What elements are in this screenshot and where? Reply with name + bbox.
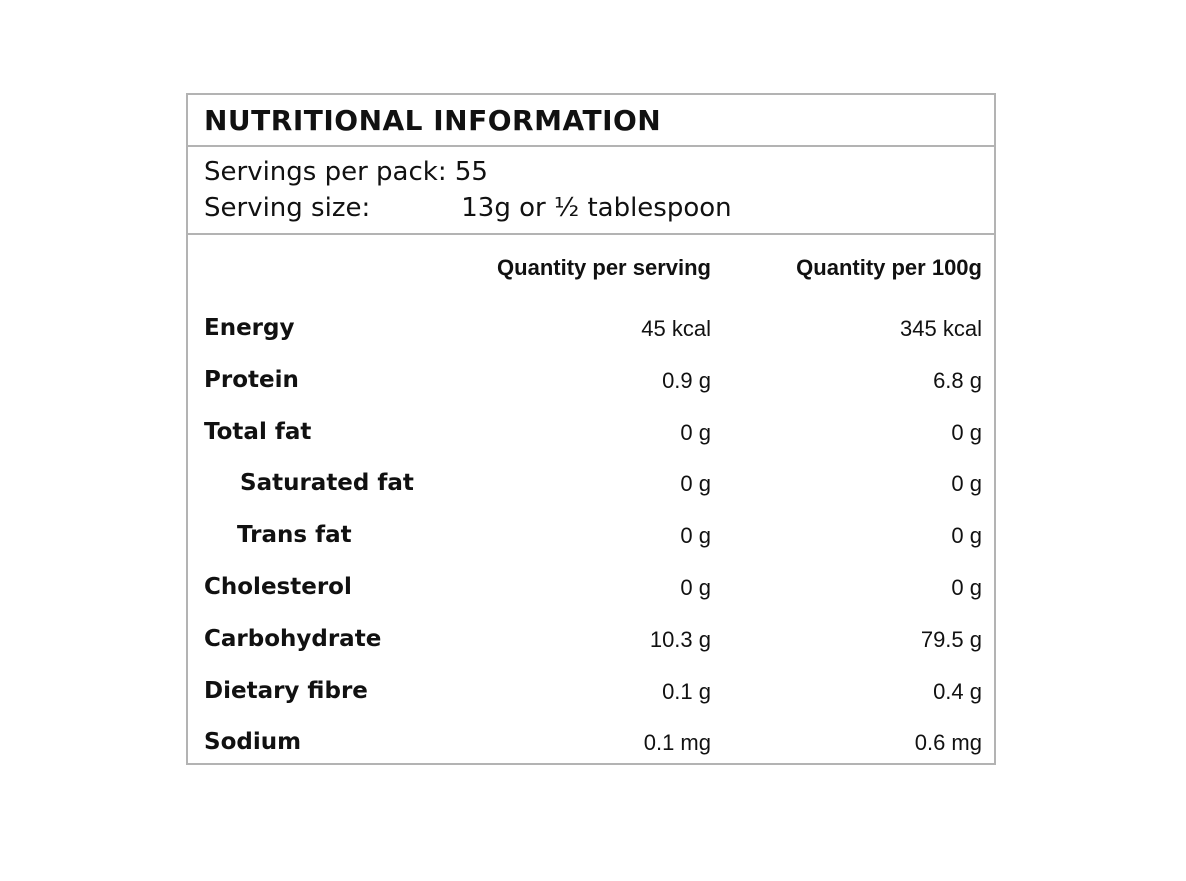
value-per-serving: 0 g bbox=[680, 471, 711, 496]
value-per-serving: 10.3 g bbox=[649, 627, 711, 652]
value-per-100g: 0 g bbox=[951, 523, 982, 548]
nutrient-name: Saturated fat bbox=[240, 470, 414, 496]
value-per-serving: 0.9 g bbox=[662, 368, 711, 393]
table-row-energy bbox=[188, 315, 994, 355]
nutrient-name: Energy bbox=[204, 315, 295, 341]
nutrient-name: Sodium bbox=[204, 729, 302, 755]
serving-size-line bbox=[204, 193, 732, 223]
value-per-100g: 345 kcal bbox=[900, 316, 982, 341]
header-per-serving: Quantity per serving bbox=[497, 255, 711, 280]
serving-size-label: Serving size: bbox=[204, 193, 371, 223]
value-per-100g: 6.8 g bbox=[933, 368, 982, 393]
nutrient-name: Cholesterol bbox=[204, 574, 352, 600]
value-per-100g: 0.6 mg bbox=[914, 730, 982, 755]
value-per-100g: 0 g bbox=[951, 471, 982, 496]
table-row-dietary-fibre bbox=[188, 678, 994, 718]
table-row-trans-fat bbox=[188, 522, 994, 562]
table-row-sodium bbox=[188, 729, 994, 769]
value-per-serving: 45 kcal bbox=[641, 316, 711, 341]
value-per-100g: 0 g bbox=[951, 575, 982, 600]
nutrient-name: Carbohydrate bbox=[204, 626, 382, 652]
servings-block bbox=[188, 147, 994, 235]
table-row-carbohydrate bbox=[188, 626, 994, 666]
servings-per-pack-line bbox=[204, 157, 488, 187]
nutrient-name: Protein bbox=[204, 367, 299, 393]
table-row-saturated-fat bbox=[188, 470, 994, 510]
value-per-serving: 0 g bbox=[680, 420, 711, 445]
table-row-cholesterol bbox=[188, 574, 994, 614]
value-per-serving: 0.1 g bbox=[662, 679, 711, 704]
value-per-100g: 0.4 g bbox=[933, 679, 982, 704]
nutrient-name: Trans fat bbox=[237, 522, 352, 548]
value-per-serving: 0 g bbox=[680, 575, 711, 600]
header-per-100g: Quantity per 100g bbox=[796, 255, 982, 280]
nutrition-panel bbox=[186, 93, 996, 765]
nutrient-name: Dietary fibre bbox=[204, 678, 368, 704]
value-per-100g: 0 g bbox=[951, 420, 982, 445]
table-row-protein bbox=[188, 367, 994, 407]
value-per-serving: 0 g bbox=[680, 523, 711, 548]
servings-per-pack-value: 55 bbox=[454, 157, 488, 187]
servings-per-pack-label: Servings per pack: bbox=[204, 157, 447, 187]
panel-title: NUTRITIONAL INFORMATION bbox=[204, 104, 662, 137]
nutrient-name: Total fat bbox=[204, 419, 312, 445]
value-per-100g: 79.5 g bbox=[920, 627, 982, 652]
serving-size-value: 13g or ½ tablespoon bbox=[461, 193, 732, 223]
title-row bbox=[188, 95, 994, 147]
value-per-serving: 0.1 mg bbox=[643, 730, 711, 755]
table-row-total-fat bbox=[188, 419, 994, 459]
